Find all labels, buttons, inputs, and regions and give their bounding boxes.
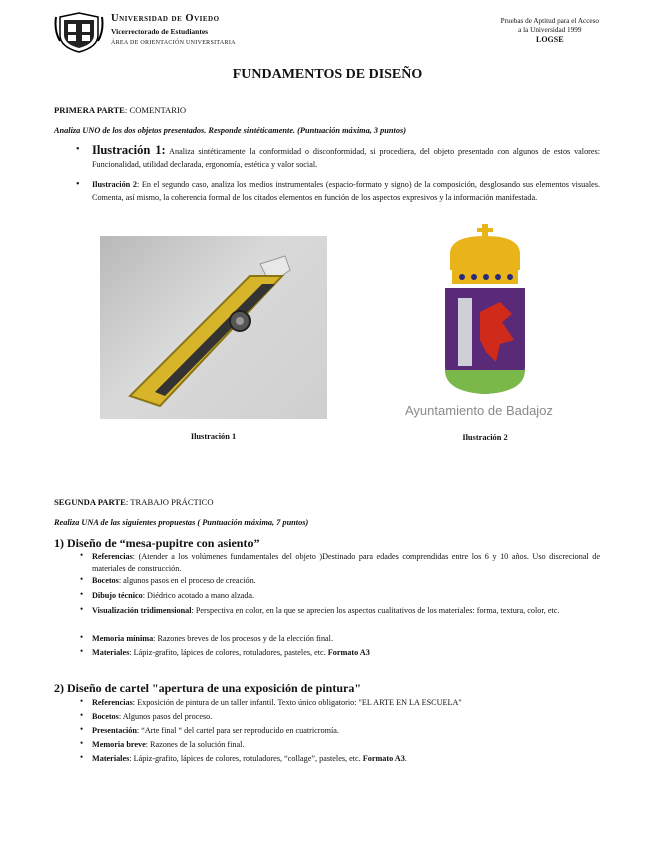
part1-name: : COMENTARIO [124, 105, 187, 115]
list-item: • Dibujo técnico: Diédrico acotado a mano alzada. [80, 589, 255, 600]
list-item: • Referencias: (Atender a los volúmenes fundamentales del objeto )Destinado para edades comprendidas entre los 6 y 10 años. Uso discrecional de materiales de construcción. [80, 550, 600, 573]
part2-name: : TRABAJO PRÁCTICO [125, 497, 214, 507]
part2-instruction: Realiza UNA de las siguientes propuestas ( Puntuación máxima, 7 puntos) [54, 518, 309, 527]
list-item: • Bocetos: algunos pasos en el proceso de creación. [80, 574, 256, 585]
area-name: ÁREA DE ORIENTACIÓN UNIVERSITARIA [111, 40, 236, 46]
exam-info [501, 17, 599, 44]
utility-knife-photo [100, 236, 327, 419]
list-item: • Visualización tridimensional: Perspectiva en color, en la que se aprecien los aspectos cualitativos de los materiales: forma, textura, color, etc. [80, 604, 560, 615]
part1-label: PRIMERA PARTE [54, 105, 125, 115]
list-item: • Presentación: “Arte final “ del cartel para ser reproducido en cuatricromía. [80, 724, 339, 735]
proposal-2-list [80, 696, 600, 767]
part1-heading [54, 105, 186, 115]
proposal-1-list [80, 550, 600, 661]
caption-illustration-1: Ilustración 1 [190, 432, 237, 441]
vicerrectorado: Vicerrectorado de Estudiantes [111, 27, 209, 36]
exam-line-1: Pruebas de Aptitud para el Acceso [500, 17, 599, 25]
illustration1-item: • Ilustración 1: Analiza sintéticamente la conformidad o disconformidad, si procediera, del objeto presentado con algunos de estos valores: Funcionalidad, utilidad declarada, ergonomía, estética y valor social. [76, 143, 601, 169]
proposal-1-title: 1) Diseño de “mesa-pupitre con asiento” [54, 536, 260, 550]
university-crest-logo [54, 11, 104, 53]
illustration1-text: Analiza sintéticamente la conformidad o disconformidad, si procediera, del objeto presentado con algunos de estos valores: Funcionalidad, utilidad declarada, ergonomía, estética y valor social. [92, 147, 601, 169]
exam-line-3: LOGSE [536, 35, 564, 44]
exam-line-2: a la Universidad 1999 [518, 26, 582, 34]
illustration1-head: Ilustración 1: [92, 143, 166, 157]
badajoz-logo-text: Ayuntamiento de Badajoz [405, 403, 553, 418]
part1-instruction: Analiza UNO de los dos objetos presentados. Responde sintéticamente. (Puntuación máxima, 3 puntos) [54, 126, 406, 135]
list-item: • Referencias: Exposición de pintura de un taller infantil. Texto único obligatorio: "EL ARTE EN LA ESCUELA" [80, 696, 462, 707]
page-title: FUNDAMENTOS DE DISEÑO [232, 67, 423, 82]
illustration2-text: : En el segundo caso, analiza los medios instrumentales (espacio-formato y signo) de la composición, desglosando sus elementos visuales. Comenta, así mismo, la coherencia formal de los citados elementos en función de los aspectos expresivos y la información manifestada. [92, 180, 600, 202]
illustration2-item: • Ilustración 2: En el segundo caso, analiza los medios instrumentales (espacio-formato y signo) de la composición, desglosando sus elementos visuales. Comenta, así mismo, la coherencia formal de los citados elementos en función de los aspectos expresivos y la información manifestada. [76, 179, 600, 202]
part2-label: SEGUNDA PARTE [54, 497, 126, 507]
caption-illustration-2: Ilustración 2 [462, 433, 508, 442]
utility-knife-image [100, 236, 327, 419]
illustration2-head: Ilustración 2 [92, 180, 137, 189]
proposal-2-title: 2) Diseño de cartel "apertura de una exposición de pintura" [54, 681, 361, 695]
list-item: • Materiales: Lápiz-grafito, lápices de colores, rotuladores, “collage”, pasteles, etc. Formato A3. [80, 752, 407, 763]
list-item: • Bocetos: Algunos pasos del proceso. [80, 710, 213, 721]
badajoz-coat-of-arms [440, 222, 530, 397]
list-item: • Materiales: Lápiz-grafito, lápices de colores, rotuladores, pasteles, etc. Formato A3 [80, 646, 370, 657]
part2-heading [54, 497, 214, 507]
list-item: • Memoria mínima: Razones breves de los procesos y de la elección final. [80, 632, 334, 643]
university-name: Universidad de Oviedo [111, 13, 220, 24]
list-item: • Memoria breve: Razones de la solución final. [80, 738, 245, 749]
